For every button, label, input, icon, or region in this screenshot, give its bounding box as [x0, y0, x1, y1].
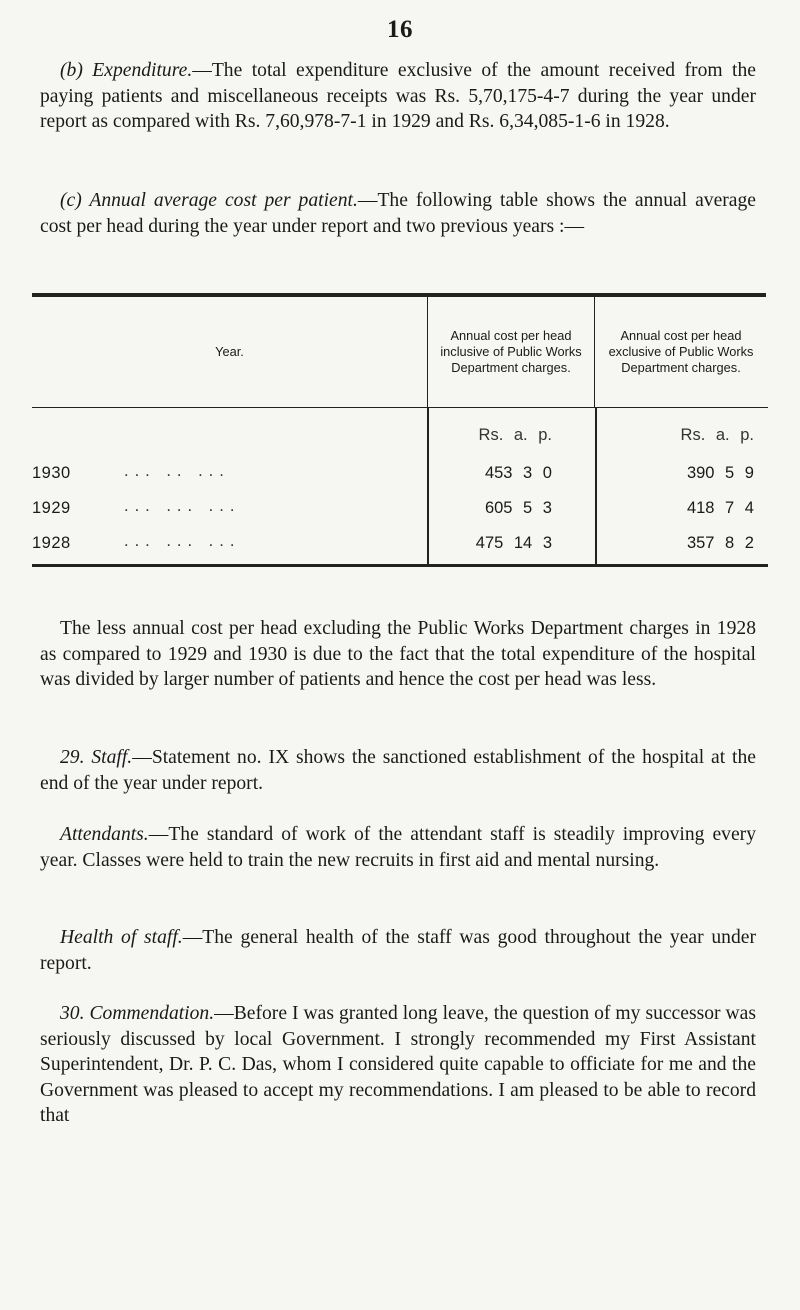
- row-exclusive-cost: 357 8 2: [686, 534, 754, 552]
- row-leader-dots: ... ... ...: [124, 497, 241, 515]
- health-text: —The general health of the staff was good throughout the year under report.: [40, 927, 756, 974]
- row-inclusive-cost: 605 5 3: [484, 499, 552, 517]
- annual-cost-heading: (c) Annual average cost per patient.: [60, 190, 358, 211]
- cost-table: [32, 293, 768, 567]
- table-header: [32, 297, 768, 408]
- header-inclusive: Annual cost per head inclusive of Public Works Department charges.: [427, 297, 595, 407]
- row-leader-dots: ... .. ...: [124, 462, 230, 480]
- health-paragraph: [40, 925, 756, 976]
- table-bottom-rule: [32, 564, 768, 567]
- expenditure-heading: (b) Expenditure.: [60, 60, 193, 81]
- units-inclusive: Rs. a. p.: [478, 426, 552, 444]
- staff-paragraph: [40, 745, 756, 796]
- annual-cost-paragraph: [40, 188, 756, 239]
- expenditure-text: —The total expenditure exclusive of the amount received from the paying patients and miscellaneous receipts was Rs. 5,70,175-4-7 during the year under report as compared with Rs. 7,60,978-7-1 in 1929 and Rs. 6,34,085-1-6 in 1928.: [40, 60, 756, 132]
- page-number: 16: [387, 16, 413, 43]
- row-year: 1929: [32, 499, 71, 517]
- attendants-heading: Attendants.: [60, 824, 149, 845]
- header-exclusive: Annual cost per head exclusive of Public Works Department charges.: [608, 328, 754, 375]
- row-exclusive-cost: 418 7 4: [686, 499, 754, 517]
- table-row: [32, 464, 768, 494]
- table-row: [32, 499, 768, 529]
- row-year: 1930: [32, 464, 71, 482]
- attendants-text: —The standard of work of the attendant staff is steadily improving every year. Classes were held to train the new recruits in first aid and mental nursing.: [40, 824, 756, 871]
- health-heading: Health of staff.: [60, 927, 183, 948]
- expenditure-paragraph: [40, 58, 756, 135]
- less-cost-text: The less annual cost per head excluding the Public Works Department charges in 1928 as compared to 1929 and 1930 is due to the fact that the total expenditure of the hospital was divided by larger number of patients and hence the cost per head was less.: [40, 618, 756, 690]
- attendants-paragraph: [40, 822, 756, 873]
- table-units-row: [32, 426, 768, 456]
- header-year: Year.: [215, 344, 244, 359]
- staff-text: —Statement no. IX shows the sanctioned establishment of the hospital at the end of the year under report.: [40, 747, 756, 794]
- staff-heading: 29. Staff.: [60, 747, 133, 768]
- row-inclusive-cost: 453 3 0: [484, 464, 552, 482]
- table-row: [32, 534, 768, 564]
- table-body: [32, 408, 768, 564]
- row-exclusive-cost: 390 5 9: [686, 464, 754, 482]
- less-cost-paragraph: [40, 616, 756, 693]
- annual-cost-text: —The following table shows the annual average cost per head during the year under report and two previous years :—: [40, 190, 756, 237]
- units-exclusive: Rs. a. p.: [680, 426, 754, 444]
- row-leader-dots: ... ... ...: [124, 532, 241, 550]
- commendation-text: —Before I was granted long leave, the question of my successor was seriously discussed by local Government. I strongly recommended my First Assistant Superintendent, Dr. P. C. Das, whom I considered quite capable to officiate for me and the Government was pleased to accept my recommendations. I am pleased to be able to record that: [40, 1003, 756, 1126]
- commendation-heading: 30. Commendation.: [60, 1003, 215, 1024]
- row-inclusive-cost: 475 14 3: [475, 534, 552, 552]
- row-year: 1928: [32, 534, 71, 552]
- commendation-paragraph: [40, 1001, 756, 1129]
